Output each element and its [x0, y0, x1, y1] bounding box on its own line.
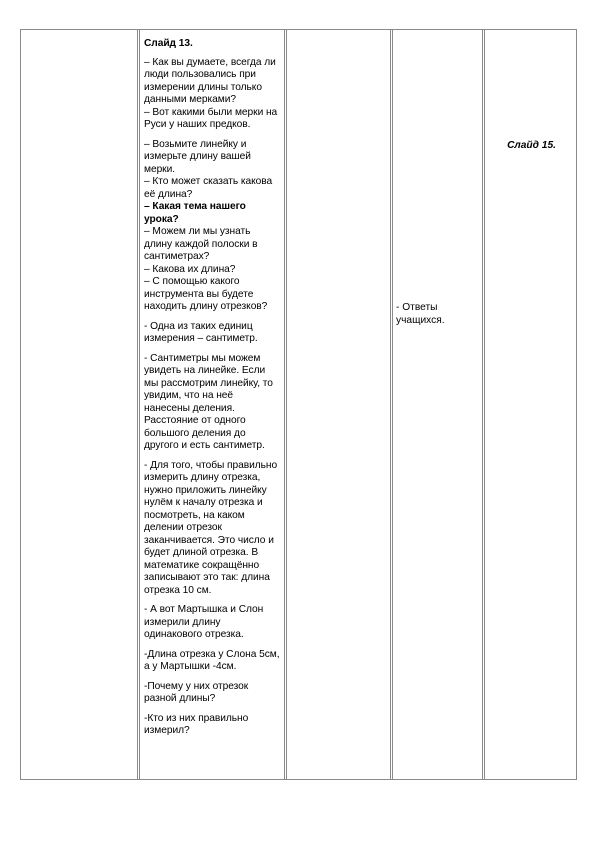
teacher-paragraph: – Возьмите линейку и измерьте длину вашей мерки. – Кто может сказать какова её длина?: [144, 138, 273, 200]
slide-13-heading: Слайд 13.: [144, 38, 193, 49]
teacher-paragraph: -Кто из них правильно измерил?: [144, 712, 249, 736]
teacher-paragraph: -Длина отрезка у Слона 5см, а у Мартышки -4см.: [144, 648, 280, 672]
column-student-activity: [393, 30, 482, 779]
slide-15-label: Слайд 15.: [507, 140, 556, 151]
column-slides: [485, 30, 578, 779]
lesson-table: [20, 29, 577, 780]
teacher-paragraph: – Как вы думаете, всегда ли люди пользовались при измерении длины только данными мерками? – Вот какими были мерки на Руси у наших предков.: [144, 56, 278, 130]
column-stage: [21, 30, 137, 779]
teacher-paragraph: – Можем ли мы узнать длину каждой полоски в сантиметрах? – Какова их длина? – С помощью какого инструмента вы будете находить длину отрезков?: [144, 226, 268, 312]
teacher-paragraph: - Для того, чтобы правильно измерить длину отрезка, нужно приложить линейку нулём к началу отрезка и посмотреть, на каком делении отрезок заканчивается. Это число и будет длиной отрезка. В математике сокращённо записывают это так: длина отрезка 10 см.: [144, 459, 278, 596]
column-teacher-activity: [140, 30, 284, 779]
teacher-paragraph: - Одна из таких единиц измерения – сантиметр.: [144, 320, 258, 344]
teacher-paragraph: - Сантиметры мы можем увидеть на линейке. Если мы рассмотрим линейку, то увидим, что на неё нанесены деления. Расстояние от одного большого деления до другого и есть сантиметр.: [144, 352, 273, 451]
column-empty: [287, 30, 390, 779]
lesson-topic-question: – Какая тема нашего урока?: [144, 201, 246, 225]
teacher-paragraph: -Почему у них отрезок разной длины?: [144, 680, 249, 704]
teacher-paragraph: - А вот Мартышка и Слон измерили длину одинакового отрезка.: [144, 604, 264, 640]
student-answers-text: - Ответы учащихся.: [396, 302, 445, 326]
